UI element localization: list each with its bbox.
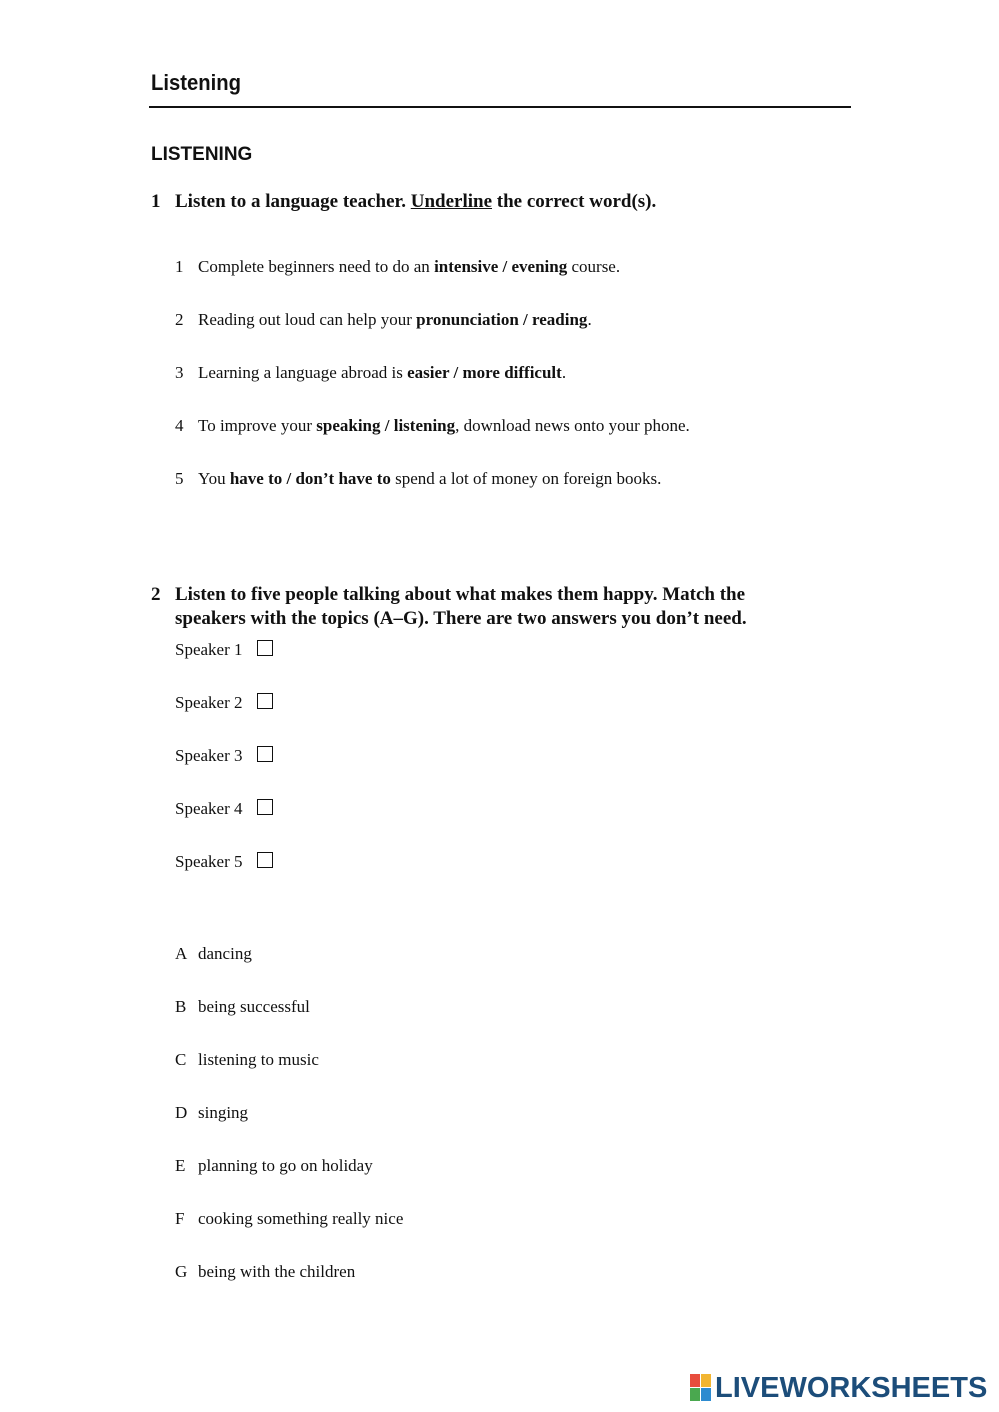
option-text: being successful xyxy=(198,997,310,1016)
logo-square-yellow xyxy=(701,1374,711,1387)
exercise-1-item xyxy=(175,468,661,490)
option-letter: B xyxy=(175,997,187,1016)
topic-option xyxy=(175,996,310,1018)
item-text-after: . xyxy=(587,310,592,329)
instruction-underlined-word: Underline xyxy=(410,191,493,212)
speaker-row xyxy=(175,639,243,661)
logo-square-blue xyxy=(701,1388,711,1401)
option-letter: G xyxy=(175,1262,188,1281)
option-text: dancing xyxy=(198,944,252,963)
option-letter: F xyxy=(175,1209,185,1228)
logo-mark-icon xyxy=(690,1374,712,1402)
speaker-row xyxy=(175,745,243,767)
liveworksheets-logo xyxy=(690,1372,987,1404)
option-letter: E xyxy=(175,1156,186,1175)
speaker-label: Speaker 4 xyxy=(175,799,243,818)
topic-option xyxy=(175,1102,248,1124)
option-letter: C xyxy=(175,1050,187,1069)
item-text-before: To improve your xyxy=(198,416,317,435)
topic-option xyxy=(175,1155,373,1177)
item-number: 4 xyxy=(175,416,184,435)
option-letter: D xyxy=(175,1103,188,1122)
speaker-answer-box[interactable] xyxy=(257,640,273,656)
speaker-row xyxy=(175,851,243,873)
section-title: LISTENING xyxy=(151,144,253,165)
option-text: cooking something really nice xyxy=(198,1209,404,1228)
item-text-after: spend a lot of money on foreign books. xyxy=(390,469,662,488)
exercise-1-item xyxy=(175,362,566,384)
item-choice[interactable]: speaking / listening xyxy=(316,416,456,435)
speaker-answer-box[interactable] xyxy=(257,746,273,762)
item-choice[interactable]: have to / don’t have to xyxy=(229,469,391,488)
exercise-1-number: 1 xyxy=(151,191,161,212)
speaker-answer-box[interactable] xyxy=(257,693,273,709)
item-number: 3 xyxy=(175,363,184,382)
option-text: listening to music xyxy=(198,1050,319,1069)
topic-option xyxy=(175,1208,403,1230)
logo-text: LIVEWORKSHEETS xyxy=(715,1371,988,1404)
item-text-after: course. xyxy=(567,257,621,276)
speaker-row xyxy=(175,692,243,714)
speaker-label: Speaker 1 xyxy=(175,640,243,659)
item-choice[interactable]: intensive / evening xyxy=(434,257,568,276)
logo-square-green xyxy=(690,1388,700,1401)
exercise-1-item xyxy=(175,309,592,331)
item-number: 2 xyxy=(175,310,184,329)
topic-option xyxy=(175,1049,319,1071)
exercise-2-instruction xyxy=(175,583,815,631)
exercise-1-instruction xyxy=(175,190,815,214)
speaker-answer-box[interactable] xyxy=(257,852,273,868)
topic-option xyxy=(175,1261,355,1283)
speaker-label: Speaker 3 xyxy=(175,746,243,765)
option-text: singing xyxy=(198,1103,249,1122)
item-choice[interactable]: pronunciation / reading xyxy=(416,310,588,329)
speaker-answer-box[interactable] xyxy=(257,799,273,815)
page-header-title: Listening xyxy=(151,70,241,95)
item-text-before: Complete beginners need to do an xyxy=(198,257,435,276)
item-text-after: , download news onto your phone. xyxy=(455,416,690,435)
exercise-2-number: 2 xyxy=(151,584,161,605)
item-number: 5 xyxy=(175,469,184,488)
instruction-text: the correct word(s). xyxy=(492,191,657,212)
item-number: 1 xyxy=(175,257,184,276)
instruction-text: Listen to a language teacher. xyxy=(175,191,411,212)
instruction-line: speakers with the topics (A–G). There are two answers you don’t need. xyxy=(175,608,747,629)
item-text-before: Learning a language abroad is xyxy=(198,363,408,382)
topic-option xyxy=(175,943,252,965)
speaker-label: Speaker 2 xyxy=(175,693,243,712)
item-text-after: . xyxy=(561,363,567,382)
option-letter: A xyxy=(175,944,188,963)
item-text-before: Reading out loud can help your xyxy=(198,310,417,329)
option-text: being with the children xyxy=(198,1262,356,1281)
option-text: planning to go on holiday xyxy=(198,1156,373,1175)
header-divider xyxy=(149,106,851,108)
speaker-label: Speaker 5 xyxy=(175,852,243,871)
exercise-1-item xyxy=(175,415,690,437)
exercise-1-item xyxy=(175,256,620,278)
logo-square-red xyxy=(690,1374,700,1387)
item-choice[interactable]: easier / more difficult xyxy=(407,363,562,382)
speaker-row xyxy=(175,798,243,820)
item-text-before: You xyxy=(198,469,230,488)
instruction-line: Listen to five people talking about what makes them happy. Match the xyxy=(175,584,746,605)
